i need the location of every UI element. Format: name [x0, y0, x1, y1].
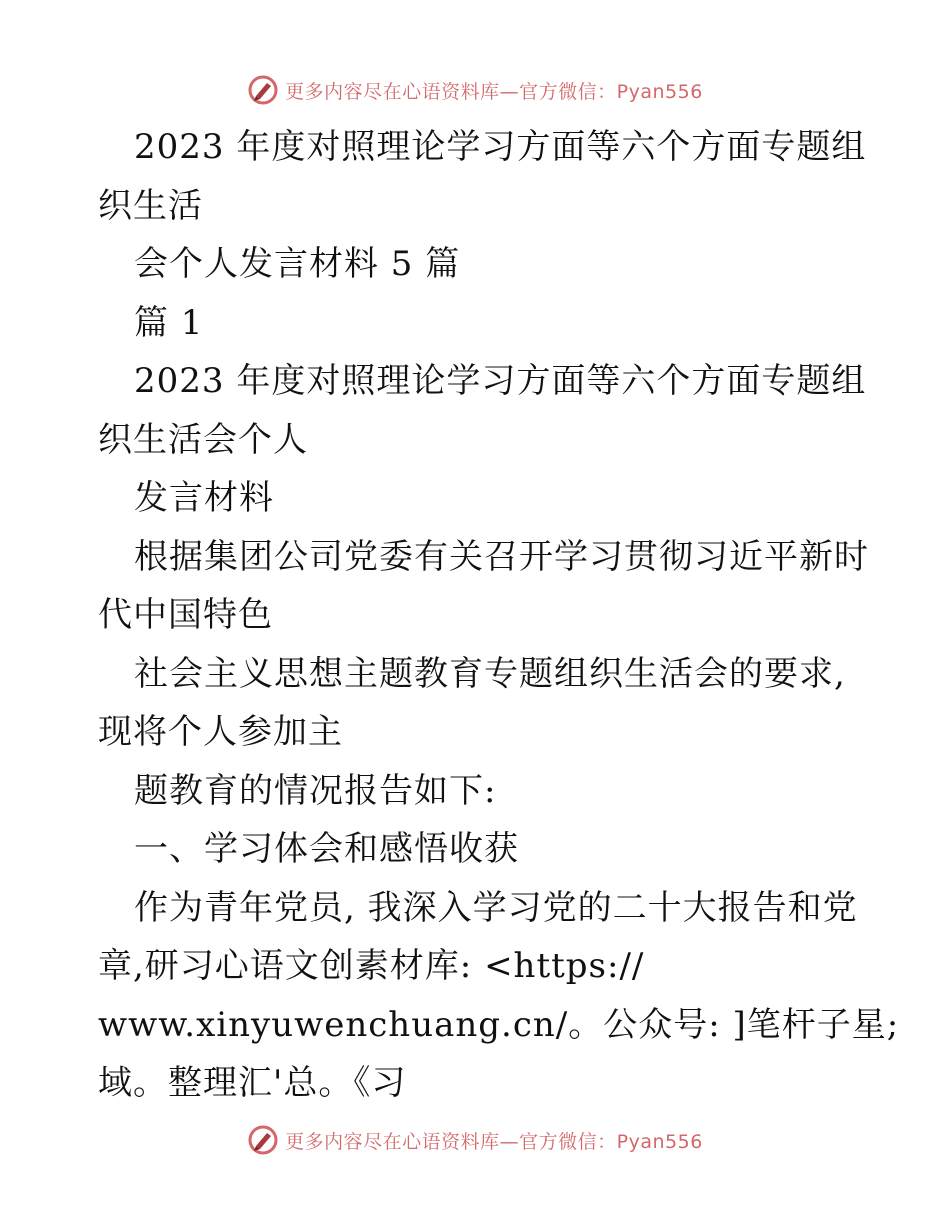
banner-text: 更多内容尽在心语资料库—官方微信：Pyan556	[285, 80, 703, 103]
text-line: 发言材料	[134, 478, 274, 518]
text-line: 织生活	[98, 185, 203, 226]
text-line: 篇 1	[134, 302, 204, 343]
document-body	[98, 118, 900, 1113]
text-line: 根据集团公司党委有关召开学习贯彻习近平新时	[134, 536, 869, 577]
text-line: 会个人发言材料 5 篇	[134, 244, 461, 284]
text-line: 现将个人参加主	[98, 712, 343, 752]
text-line: 社会主义思想主题教育专题组织生活会的要求,	[134, 653, 846, 694]
text-line: 代中国特色	[98, 595, 273, 635]
text-line: 2023 年度对照理论学习方面等六个方面专题组	[134, 361, 867, 401]
text-line: 一、学习体会和感悟收获	[134, 829, 519, 869]
text-line: 题教育的情况报告如下:	[134, 770, 497, 811]
text-line: 章,研习心语文创素材库: <https://	[98, 946, 645, 986]
pen-nib-icon	[247, 1124, 279, 1156]
text-line: 2023 年度对照理论学习方面等六个方面专题组	[134, 127, 867, 167]
pen-nib-icon	[247, 74, 279, 106]
text-line: 织生活会个人	[98, 419, 308, 460]
text-line: 域。整理汇'总。《习	[98, 1063, 407, 1103]
banner-text: 更多内容尽在心语资料库—官方微信：Pyan556	[285, 1130, 703, 1153]
text-line: www.xinyuwenchuang.cn/。公众号: ]笔杆子星;	[98, 1004, 900, 1045]
footer-banner	[0, 1120, 950, 1160]
text-line: 作为青年党员, 我深入学习党的二十大报告和党	[134, 887, 858, 928]
header-banner	[0, 70, 950, 110]
